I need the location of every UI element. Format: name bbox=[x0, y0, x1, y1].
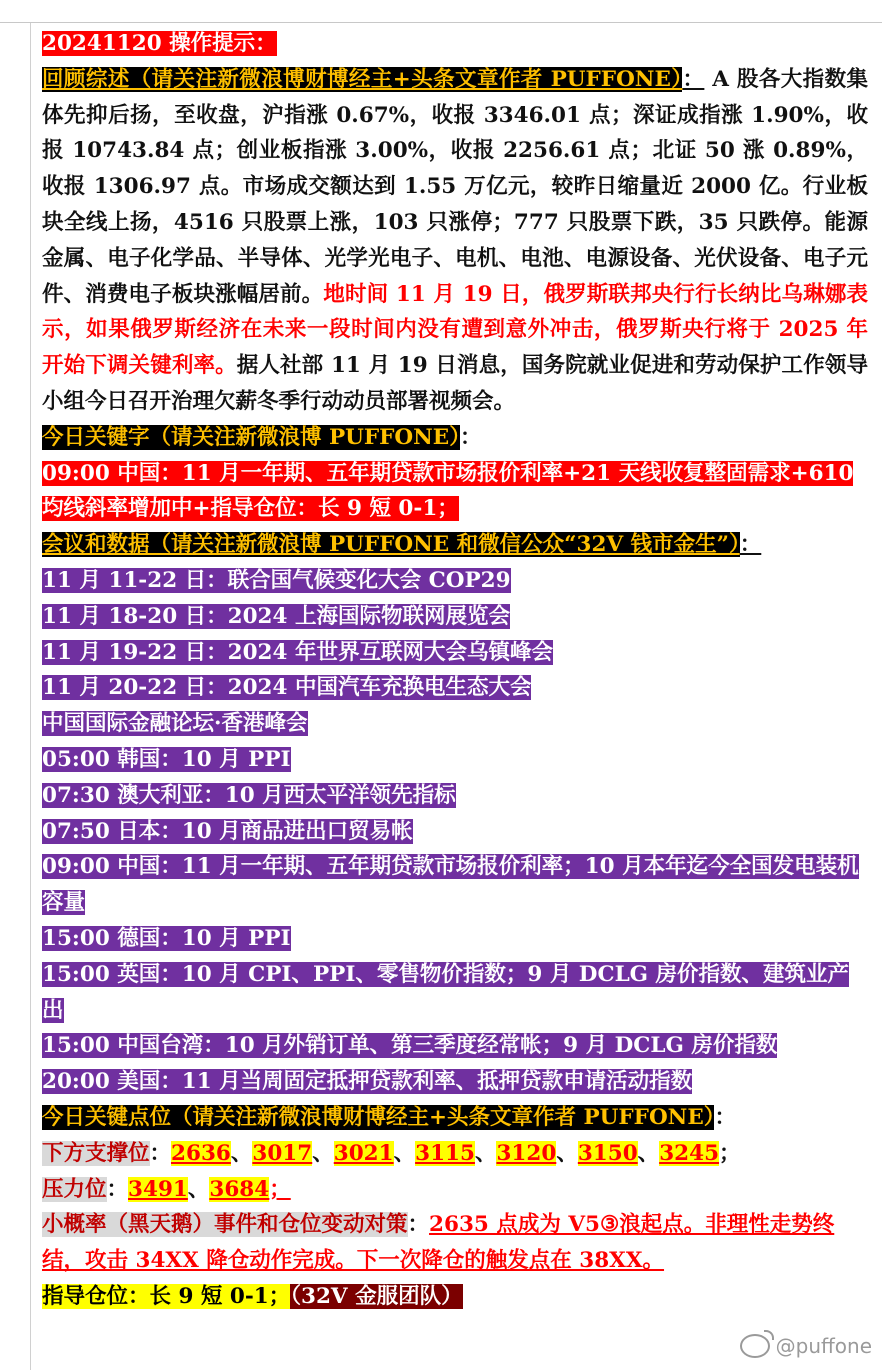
event-item-text: 15:00 德国：10 月 PPI bbox=[42, 925, 291, 951]
level-value: 3017 bbox=[252, 1140, 313, 1166]
event-item bbox=[42, 814, 868, 850]
keywords-text: 09:00 中国：11 月一年期、五年期贷款市场报价利率+21 天线收复整固需求+610 均线斜率增加中+指导仓位：长 9 短 0-1； bbox=[42, 460, 854, 522]
review-body: A 股各大指数集体先抑后扬，至收盘，沪指涨 0.67%，收报 3346.01 点；深证成指涨 1.90%，收报 10743.84 点；创业板指涨 3.00%，收报 2256.61 点；北证 50 涨 0.89%，收报 1306.97 点。市场成交额达到 1.55 万亿元，较昨日缩量近 2000 亿。行业板块全线上扬，4516 只股票上涨，103 只涨停；777 只股票下跌，35 只跌停。能源金属、电子化学品、半导体、光学光电子、电机、电池、电源设备、光伏设备、电子元件、消费电子板块涨幅居前。 bbox=[42, 66, 868, 307]
event-item-text: 11 月 18-20 日：2024 上海国际物联网展览会 bbox=[42, 603, 510, 629]
events-heading: 会议和数据（请关注新微浪博 PUFFONE 和微信公众“32V 钱市金生”） bbox=[42, 532, 740, 558]
keywords-heading-line: 今日关键字（请关注新微浪博 PUFFONE）： bbox=[42, 424, 482, 450]
position-label: 指导仓位：长 9 短 0-1； bbox=[42, 1283, 291, 1309]
event-item-text: 15:00 英国：10 月 CPI、PPI、零售物价指数；9 月 DCLG 房价指数、建筑业产出 bbox=[42, 961, 850, 1023]
event-item bbox=[42, 599, 868, 635]
event-item-text: 11 月 11-22 日：联合国气候变化大会 COP29 bbox=[42, 567, 511, 593]
event-item-text: 07:50 日本：10 月商品进出口贸易帐 bbox=[42, 818, 413, 844]
event-item-text: 11 月 19-22 日：2024 年世界互联网大会乌镇峰会 bbox=[42, 639, 553, 665]
keywords-heading: 今日关键字（请关注新微浪博 PUFFONE） bbox=[42, 424, 460, 450]
keywords-line bbox=[42, 456, 868, 528]
pressure-label: 压力位 bbox=[42, 1176, 107, 1202]
level-value: 2636 bbox=[171, 1140, 231, 1166]
event-item bbox=[42, 670, 868, 706]
support-label: 下方支撑位 bbox=[42, 1140, 150, 1166]
event-item bbox=[42, 957, 868, 1029]
event-item-text: 15:00 中国台湾：10 月外销订单、第三季度经常帐；9 月 DCLG 房价指数 bbox=[42, 1033, 778, 1059]
support-line: 下方支撑位：2636、3017、3021、3115、3120、3150、3245； bbox=[42, 1140, 741, 1166]
event-item bbox=[42, 1028, 868, 1064]
pressure-values: 3491、3684 bbox=[128, 1176, 270, 1202]
support-values: 2636、3017、3021、3115、3120、3150、3245 bbox=[171, 1140, 720, 1166]
review-heading: 回顾综述（请关注新微浪博财博经主+头条文章作者 PUFFONE） bbox=[42, 66, 683, 92]
event-item bbox=[42, 778, 868, 814]
risk-text: 2635 点成为 V5③浪起点。非理性走势终结，攻击 34XX 降仓动作完成。下一次降仓的触发点在 38XX。 bbox=[42, 1212, 835, 1274]
event-item bbox=[42, 563, 868, 599]
event-item-text: 07:30 澳大利亚：10 月西太平洋领先指标 bbox=[42, 782, 456, 808]
event-item-text: 05:00 韩国：10 月 PPI bbox=[42, 746, 291, 772]
event-item bbox=[42, 1064, 868, 1100]
position-line bbox=[42, 1279, 868, 1315]
event-item-text: 09:00 中国：11 月一年期、五年期贷款市场报价利率；10 月本年迄今全国发电装机容量 bbox=[42, 854, 859, 916]
weibo-icon bbox=[740, 1334, 770, 1358]
review-paragraph: 回顾综述（请关注新微浪博财博经主+头条文章作者 PUFFONE）： A 股各大指数集体先抑后扬，至收盘，沪指涨 0.67%，收报 3346.01 点；深证成指涨 1.90%，收报 10743.84 点；创业板指涨 3.00%，收报 2256.61 点；北证 50 涨 0.89%，收报 1306.97 点。市场成交额达到 1.55 万亿元，较昨日缩量近 2000 亿。行业板块全线上扬，4516 只股票上涨，103 只涨停；777 只股票下跌，35 只跌停。能源金属、电子化学品、半导体、光学光电子、电机、电池、电源设备、光伏设备、电子元件、消费电子板块涨幅居前。地时间 11 月 19 日，俄罗斯联邦央行行长纳比乌琳娜表示，如果俄罗斯经济在未来一段时间内没有遭到意外冲击，俄罗斯央行将于 2025 年开始下调关键利率。据人社部 11 月 19 日消息，国务院就业促进和劳动保护工作领导小组今日召开治理欠薪冬季行动动员部署视频会。 bbox=[42, 66, 868, 414]
levels-heading-line: 今日关键点位（请关注新微浪博财博经主+头条文章作者 PUFFONE）： bbox=[42, 1104, 736, 1130]
event-item bbox=[42, 706, 868, 742]
event-item-text: 中国国际金融论坛·香港峰会 bbox=[42, 711, 308, 737]
top-divider bbox=[0, 22, 882, 23]
level-value: 3245 bbox=[659, 1140, 720, 1166]
risk-line: 小概率（黑天鹅）事件和仓位变动对策：2635 点成为 V5③浪起点。非理性走势终结，攻击 34XX 降仓动作完成。下一次降仓的触发点在 38XX。 bbox=[42, 1212, 835, 1274]
level-value: 3021 bbox=[333, 1140, 394, 1166]
page-title: 20241120 操作提示： bbox=[42, 31, 277, 56]
event-item-text: 20:00 美国：11 月当周固定抵押贷款利率、抵押贷款申请活动指数 bbox=[42, 1069, 693, 1095]
event-item bbox=[42, 921, 868, 957]
watermark-text: @puffone bbox=[775, 1334, 872, 1358]
review-red-news: 地时间 11 月 19 日，俄罗斯联邦央行行长纳比乌琳娜表示，如果俄罗斯经济在未来一段时间内没有遭到意外冲击，俄罗斯央行将于 2025 年开始下调关键利率。 bbox=[42, 281, 868, 379]
event-item bbox=[42, 635, 868, 671]
watermark bbox=[740, 1334, 872, 1358]
events-list bbox=[42, 563, 868, 1100]
team-label: （32V 金服团队） bbox=[290, 1283, 463, 1309]
level-value: 3684 bbox=[209, 1176, 270, 1202]
event-item-text: 11 月 20-22 日：2024 中国汽车充换电生态大会 bbox=[42, 675, 532, 701]
event-item bbox=[42, 742, 868, 778]
document-body bbox=[42, 26, 868, 1315]
events-heading-line: 会议和数据（请关注新微浪博 PUFFONE 和微信公众“32V 钱市金生”）： bbox=[42, 532, 762, 558]
levels-heading: 今日关键点位（请关注新微浪博财博经主+头条文章作者 PUFFONE） bbox=[42, 1104, 715, 1130]
left-margin-line bbox=[30, 23, 31, 1370]
review-tail: 据人社部 11 月 19 日消息，国务院就业促进和劳动保护工作领导小组今日召开治理欠薪冬季行动动员部署视频会。 bbox=[42, 353, 868, 414]
risk-label: 小概率（黑天鹅）事件和仓位变动对策 bbox=[42, 1212, 408, 1238]
event-item bbox=[42, 849, 868, 921]
level-value: 3150 bbox=[577, 1140, 638, 1166]
level-value: 3491 bbox=[128, 1176, 188, 1202]
level-value: 3120 bbox=[496, 1140, 557, 1166]
title-line bbox=[42, 26, 868, 62]
pressure-line: 压力位：3491、3684； bbox=[42, 1176, 291, 1202]
level-value: 3115 bbox=[415, 1140, 475, 1166]
